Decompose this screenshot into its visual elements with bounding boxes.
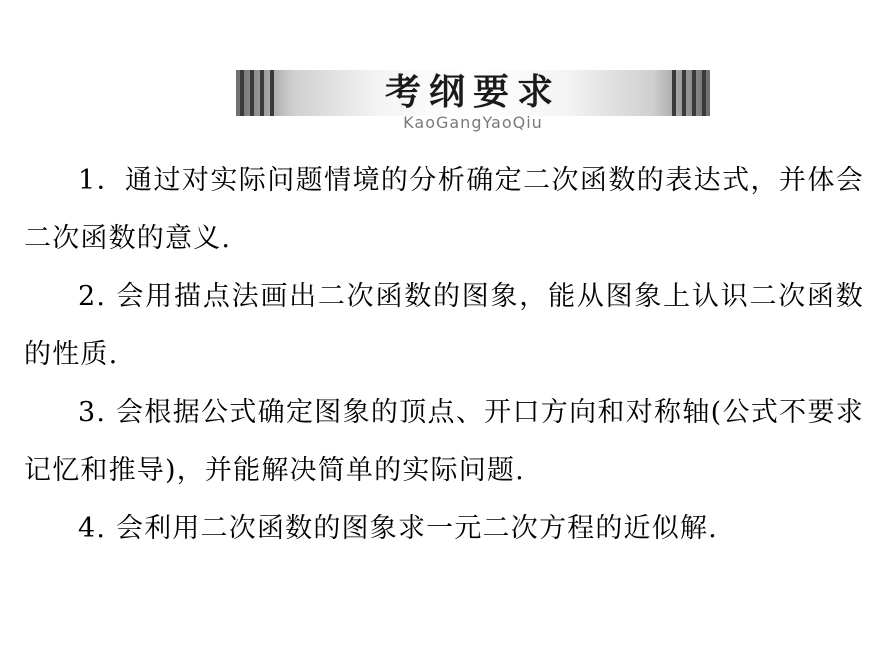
banner-subtitle: KaoGangYaoQiu	[403, 113, 543, 132]
requirements-list	[24, 152, 864, 558]
requirement-item-1: 1．通过对实际问题情境的分析确定二次函数的表达式，并体会二次函数的意义.	[24, 165, 864, 254]
banner-title: 考纲要求	[384, 72, 561, 113]
banner-bar	[236, 70, 710, 116]
requirement-item-2: 2. 会用描点法画出二次函数的图象，能从图象上认识二次函数的性质.	[24, 281, 864, 370]
section-banner	[236, 70, 710, 130]
requirement-item-4: 4. 会利用二次函数的图象求一元二次方程的近似解.	[78, 513, 718, 544]
requirement-item-3: 3. 会根据公式确定图象的顶点、开口方向和对称轴(公式不要求记忆和推导)，并能解决简单的实际问题.	[24, 397, 864, 486]
